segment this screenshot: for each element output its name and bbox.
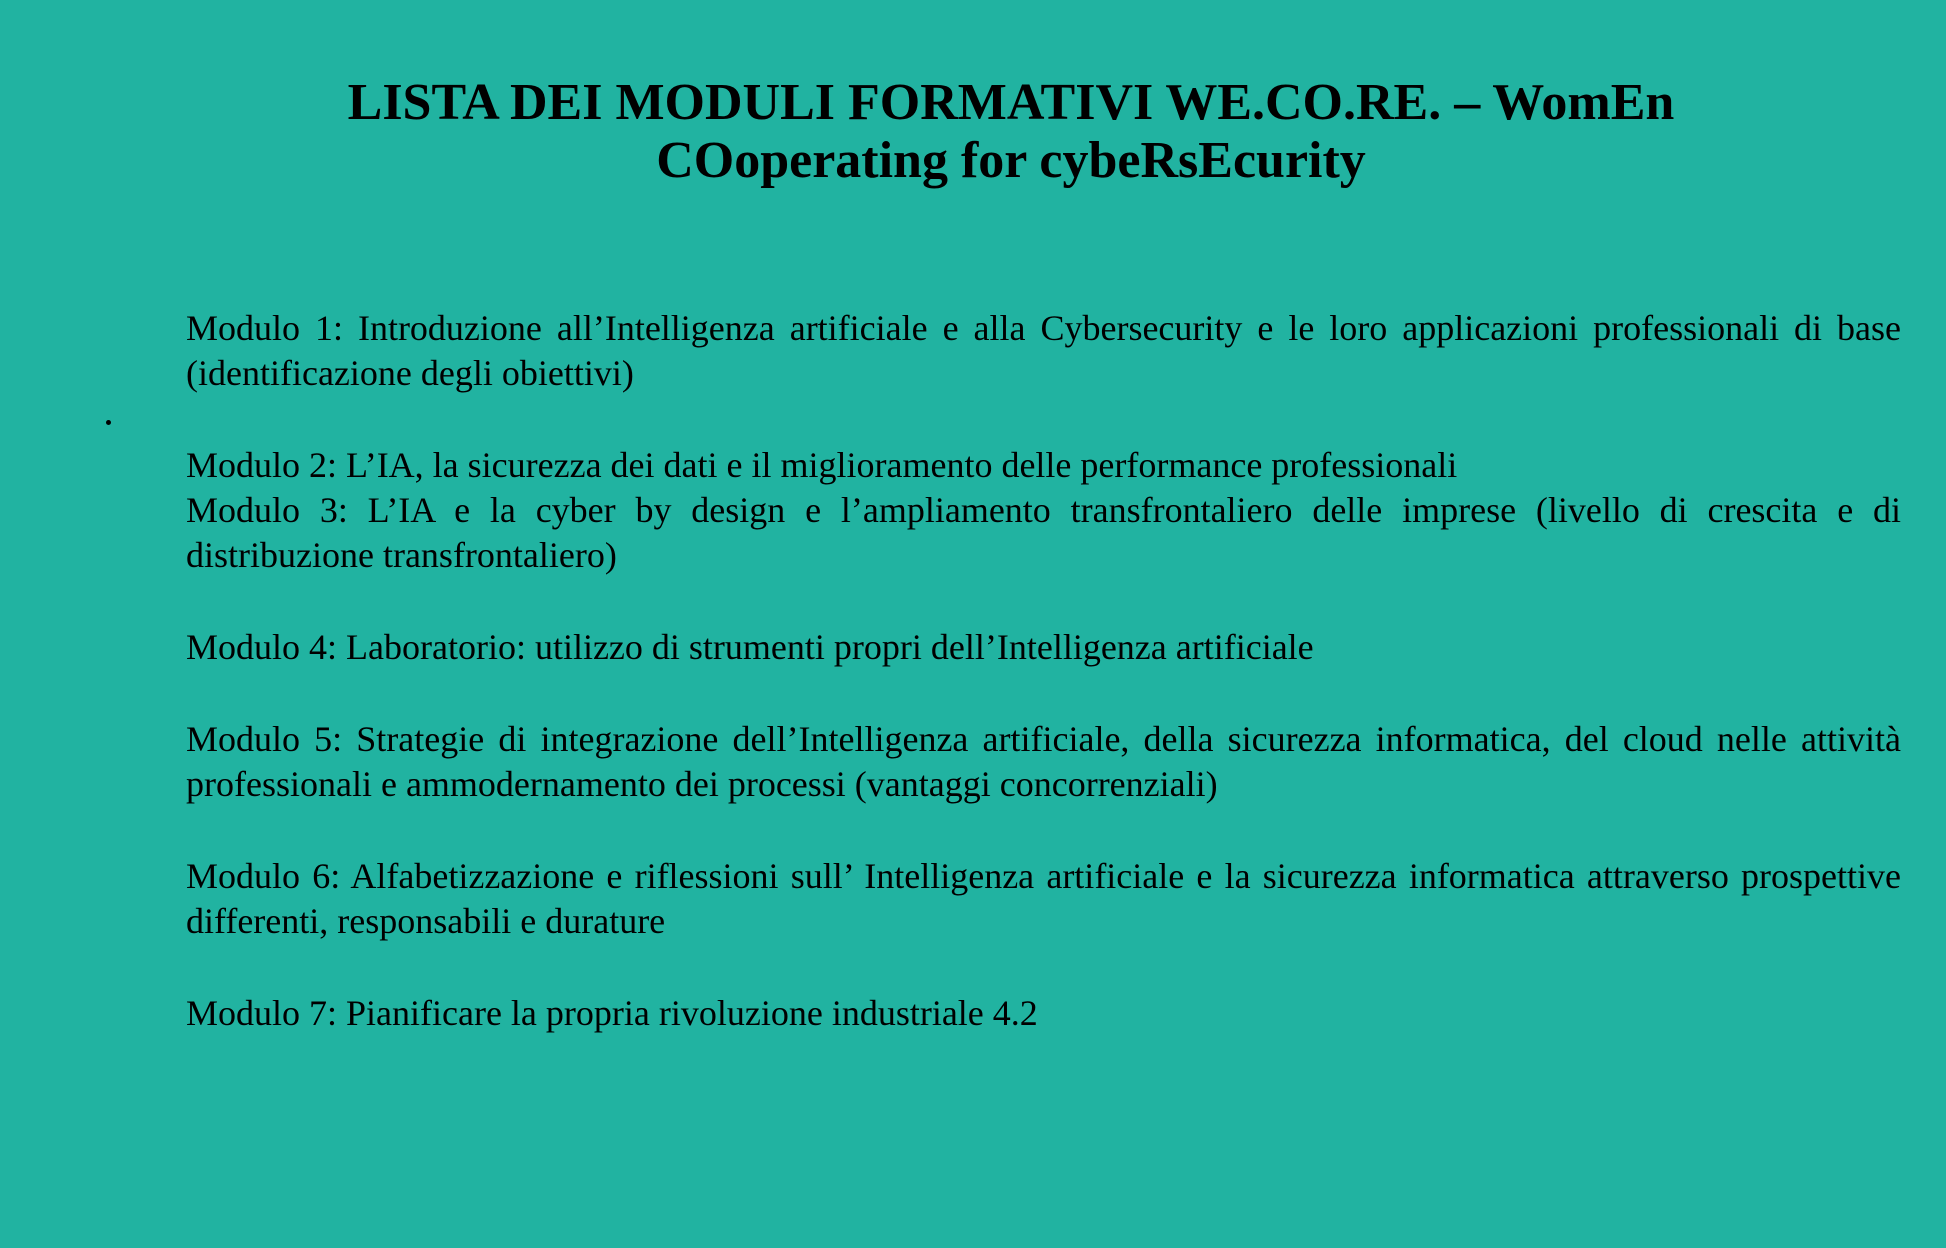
module-item-1: Modulo 1: Introduzione all’Intelligenza artificiale e alla Cybersecurity e le loro applicazioni professionali di base (identificazione degli obiettivi) xyxy=(186,308,1901,393)
title-line-2: COoperating for cybeRsEcurity xyxy=(656,132,1366,189)
module-item-2: Modulo 2: L’IA, la sicurezza dei dati e il miglioramento delle performance professionali xyxy=(186,445,1458,485)
page-title xyxy=(186,74,1836,190)
module-item-3: Modulo 3: L’IA e la cyber by design e l’ampliamento transfrontaliero delle imprese (livello di crescita e di distribuzione transfrontaliero) xyxy=(186,490,1901,575)
module-item-6: Modulo 6: Alfabetizzazione e riflessioni sull’ Intelligenza artificiale e la sicurezza informatica attraverso prospettive differenti, responsabili e durature xyxy=(186,856,1901,941)
module-list xyxy=(186,306,1901,1036)
module-item-7: Modulo 7: Pianificare la propria rivoluzione industriale 4.2 xyxy=(186,993,1038,1033)
stray-dot xyxy=(106,420,111,425)
module-item-4: Modulo 4: Laboratorio: utilizzo di strumenti propri dell’Intelligenza artificiale xyxy=(186,627,1314,667)
title-line-1: LISTA DEI MODULI FORMATIVI WE.CO.RE. – WomEn xyxy=(347,74,1675,131)
module-item-5: Modulo 5: Strategie di integrazione dell’Intelligenza artificiale, della sicurezza informatica, del cloud nelle attività professionali e ammodernamento dei processi (vantaggi concorrenziali) xyxy=(186,719,1901,804)
